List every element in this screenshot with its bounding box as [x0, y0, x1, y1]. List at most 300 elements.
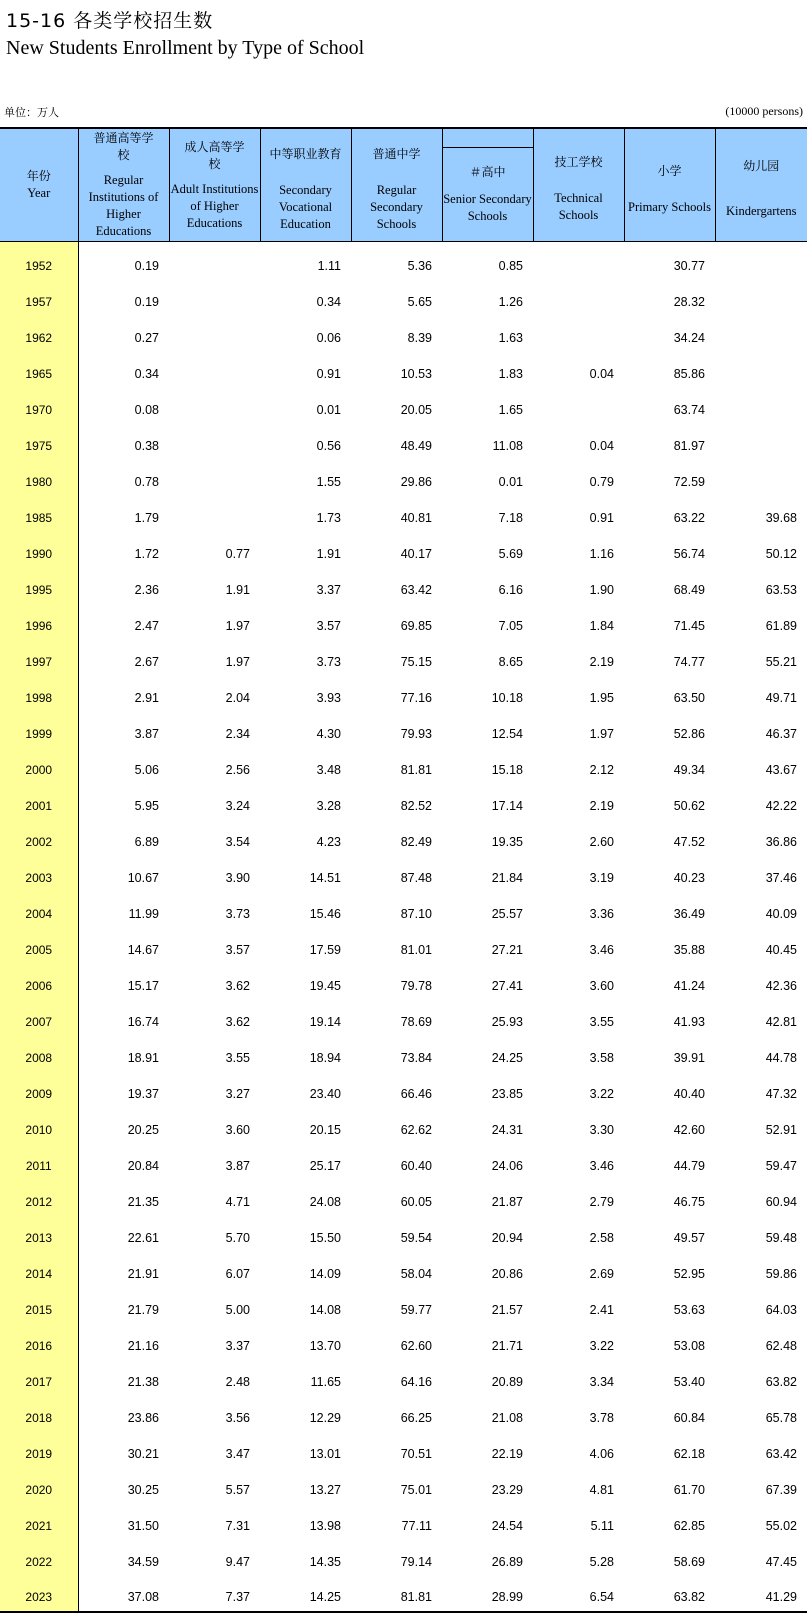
cell-vocational: 15.50	[260, 1218, 351, 1254]
cell-vocational: 3.48	[260, 750, 351, 786]
cell-primary: 58.69	[624, 1542, 715, 1578]
cell-year: 1975	[0, 426, 78, 462]
cell-higher: 1.79	[78, 498, 169, 534]
header-vocational-en: Secondary Vocational Education	[261, 182, 351, 233]
cell-senior: 1.26	[442, 282, 533, 318]
cell-secondary: 58.04	[351, 1254, 442, 1290]
cell-senior: 1.63	[442, 318, 533, 354]
cell-senior: 20.89	[442, 1362, 533, 1398]
header-higher-cn: 普通高等学校	[79, 130, 169, 164]
cell-secondary: 87.10	[351, 894, 442, 930]
header-senior-gap	[442, 128, 533, 148]
cell-senior: 21.84	[442, 858, 533, 894]
cell-higher: 21.91	[78, 1254, 169, 1290]
cell-technical: 3.30	[533, 1110, 624, 1146]
cell-vocational: 23.40	[260, 1074, 351, 1110]
table-row	[0, 1038, 807, 1074]
cell-kindergarten: 63.82	[715, 1362, 807, 1398]
cell-secondary: 59.54	[351, 1218, 442, 1254]
cell-higher: 5.06	[78, 750, 169, 786]
cell-secondary: 77.16	[351, 678, 442, 714]
cell-primary: 44.79	[624, 1146, 715, 1182]
unit-label-chinese: 单位：万人	[4, 104, 59, 120]
table-row	[0, 678, 807, 714]
cell-primary: 53.40	[624, 1362, 715, 1398]
cell-vocational: 17.59	[260, 930, 351, 966]
cell-adult	[169, 462, 260, 498]
cell-year: 2018	[0, 1398, 78, 1434]
table-body	[0, 242, 807, 1613]
cell-primary: 49.34	[624, 750, 715, 786]
cell-adult: 2.04	[169, 678, 260, 714]
table-row	[0, 1470, 807, 1506]
cell-year: 2001	[0, 786, 78, 822]
table-row	[0, 242, 807, 283]
cell-adult: 3.73	[169, 894, 260, 930]
table-row	[0, 498, 807, 534]
cell-vocational: 1.91	[260, 534, 351, 570]
cell-senior: 24.06	[442, 1146, 533, 1182]
cell-kindergarten: 42.22	[715, 786, 807, 822]
cell-vocational: 0.56	[260, 426, 351, 462]
cell-kindergarten: 59.86	[715, 1254, 807, 1290]
cell-vocational: 25.17	[260, 1146, 351, 1182]
cell-year: 1952	[0, 242, 78, 283]
cell-technical: 3.36	[533, 894, 624, 930]
cell-higher: 2.47	[78, 606, 169, 642]
cell-adult: 3.54	[169, 822, 260, 858]
cell-kindergarten: 55.02	[715, 1506, 807, 1542]
cell-technical: 0.79	[533, 462, 624, 498]
cell-primary: 41.93	[624, 1002, 715, 1038]
cell-primary: 28.32	[624, 282, 715, 318]
cell-kindergarten: 64.03	[715, 1290, 807, 1326]
cell-technical: 1.90	[533, 570, 624, 606]
header-kindergarten	[715, 128, 807, 242]
cell-senior: 27.41	[442, 966, 533, 1002]
cell-senior: 25.93	[442, 1002, 533, 1038]
cell-secondary: 73.84	[351, 1038, 442, 1074]
table-row	[0, 534, 807, 570]
cell-senior: 26.89	[442, 1542, 533, 1578]
cell-adult: 2.34	[169, 714, 260, 750]
cell-vocational: 3.73	[260, 642, 351, 678]
cell-vocational: 1.11	[260, 242, 351, 283]
header-technical-en: Technical Schools	[534, 190, 624, 224]
table-row	[0, 858, 807, 894]
cell-year: 2022	[0, 1542, 78, 1578]
cell-adult: 9.47	[169, 1542, 260, 1578]
cell-primary: 63.50	[624, 678, 715, 714]
cell-vocational: 14.25	[260, 1578, 351, 1612]
header-primary-cn: 小学	[625, 163, 715, 180]
table-row	[0, 426, 807, 462]
cell-higher: 3.87	[78, 714, 169, 750]
cell-technical: 5.11	[533, 1506, 624, 1542]
cell-higher: 16.74	[78, 1002, 169, 1038]
cell-year: 1962	[0, 318, 78, 354]
cell-adult: 5.00	[169, 1290, 260, 1326]
cell-secondary: 60.40	[351, 1146, 442, 1182]
cell-senior: 1.65	[442, 390, 533, 426]
cell-secondary: 75.15	[351, 642, 442, 678]
cell-primary: 62.85	[624, 1506, 715, 1542]
table-row	[0, 354, 807, 390]
cell-technical: 1.95	[533, 678, 624, 714]
unit-label-english: (10000 persons)	[725, 104, 803, 119]
cell-vocational: 4.30	[260, 714, 351, 750]
cell-higher: 21.35	[78, 1182, 169, 1218]
cell-primary: 46.75	[624, 1182, 715, 1218]
cell-technical	[533, 390, 624, 426]
cell-higher: 0.38	[78, 426, 169, 462]
table-row	[0, 894, 807, 930]
cell-vocational: 3.57	[260, 606, 351, 642]
cell-secondary: 87.48	[351, 858, 442, 894]
cell-kindergarten	[715, 462, 807, 498]
cell-higher: 2.36	[78, 570, 169, 606]
header-secondary-en: Regular Secondary Schools	[352, 182, 442, 233]
cell-higher: 14.67	[78, 930, 169, 966]
cell-senior: 0.85	[442, 242, 533, 283]
cell-year: 1990	[0, 534, 78, 570]
page-title-chinese: 15-16 各类学校招生数	[6, 6, 213, 33]
cell-higher: 11.99	[78, 894, 169, 930]
cell-vocational: 18.94	[260, 1038, 351, 1074]
table-row	[0, 318, 807, 354]
cell-kindergarten	[715, 282, 807, 318]
cell-primary: 41.24	[624, 966, 715, 1002]
cell-primary: 71.45	[624, 606, 715, 642]
table-row	[0, 1002, 807, 1038]
cell-senior: 27.21	[442, 930, 533, 966]
cell-year: 1998	[0, 678, 78, 714]
cell-year: 2008	[0, 1038, 78, 1074]
cell-higher: 19.37	[78, 1074, 169, 1110]
cell-secondary: 63.42	[351, 570, 442, 606]
cell-technical: 2.19	[533, 642, 624, 678]
cell-senior: 1.83	[442, 354, 533, 390]
cell-kindergarten: 60.94	[715, 1182, 807, 1218]
cell-year: 2003	[0, 858, 78, 894]
cell-vocational: 0.06	[260, 318, 351, 354]
enrollment-table	[0, 127, 807, 1613]
cell-year: 1980	[0, 462, 78, 498]
table-row	[0, 1398, 807, 1434]
cell-primary: 60.84	[624, 1398, 715, 1434]
cell-senior: 24.25	[442, 1038, 533, 1074]
cell-primary: 74.77	[624, 642, 715, 678]
cell-senior: 22.19	[442, 1434, 533, 1470]
cell-higher: 30.25	[78, 1470, 169, 1506]
cell-kindergarten: 62.48	[715, 1326, 807, 1362]
cell-senior: 7.18	[442, 498, 533, 534]
cell-kindergarten: 55.21	[715, 642, 807, 678]
cell-primary: 30.77	[624, 242, 715, 283]
cell-primary: 39.91	[624, 1038, 715, 1074]
cell-year: 2005	[0, 930, 78, 966]
cell-primary: 50.62	[624, 786, 715, 822]
cell-higher: 21.16	[78, 1326, 169, 1362]
cell-year: 2006	[0, 966, 78, 1002]
cell-adult: 3.47	[169, 1434, 260, 1470]
cell-secondary: 82.52	[351, 786, 442, 822]
cell-secondary: 10.53	[351, 354, 442, 390]
cell-vocational: 3.28	[260, 786, 351, 822]
table-row	[0, 642, 807, 678]
cell-primary: 47.52	[624, 822, 715, 858]
cell-secondary: 79.78	[351, 966, 442, 1002]
cell-secondary: 81.01	[351, 930, 442, 966]
cell-primary: 56.74	[624, 534, 715, 570]
cell-secondary: 79.93	[351, 714, 442, 750]
cell-vocational: 4.23	[260, 822, 351, 858]
cell-year: 2023	[0, 1578, 78, 1612]
cell-higher: 0.27	[78, 318, 169, 354]
cell-higher: 15.17	[78, 966, 169, 1002]
cell-secondary: 60.05	[351, 1182, 442, 1218]
cell-adult	[169, 354, 260, 390]
cell-vocational: 14.35	[260, 1542, 351, 1578]
cell-senior: 20.86	[442, 1254, 533, 1290]
cell-senior: 21.08	[442, 1398, 533, 1434]
header-senior	[442, 148, 533, 242]
cell-technical: 3.46	[533, 1146, 624, 1182]
header-kindergarten-cn: 幼儿园	[716, 158, 807, 175]
cell-senior: 17.14	[442, 786, 533, 822]
header-senior-cn: ＃高中	[443, 164, 533, 181]
cell-vocational: 19.14	[260, 1002, 351, 1038]
cell-technical: 0.04	[533, 426, 624, 462]
cell-vocational: 14.09	[260, 1254, 351, 1290]
cell-vocational: 14.08	[260, 1290, 351, 1326]
cell-technical: 3.22	[533, 1074, 624, 1110]
cell-adult: 2.56	[169, 750, 260, 786]
cell-adult	[169, 426, 260, 462]
cell-vocational: 15.46	[260, 894, 351, 930]
cell-technical: 0.04	[533, 354, 624, 390]
cell-higher: 10.67	[78, 858, 169, 894]
cell-technical	[533, 282, 624, 318]
cell-adult: 3.90	[169, 858, 260, 894]
cell-higher: 2.67	[78, 642, 169, 678]
cell-year: 1965	[0, 354, 78, 390]
cell-secondary: 64.16	[351, 1362, 442, 1398]
cell-adult	[169, 282, 260, 318]
cell-vocational: 13.01	[260, 1434, 351, 1470]
cell-year: 2010	[0, 1110, 78, 1146]
table-row	[0, 1146, 807, 1182]
cell-technical: 2.41	[533, 1290, 624, 1326]
cell-adult	[169, 390, 260, 426]
cell-senior: 15.18	[442, 750, 533, 786]
cell-adult: 0.77	[169, 534, 260, 570]
cell-kindergarten: 44.78	[715, 1038, 807, 1074]
cell-adult: 3.24	[169, 786, 260, 822]
cell-kindergarten: 36.86	[715, 822, 807, 858]
cell-year: 2004	[0, 894, 78, 930]
cell-senior: 0.01	[442, 462, 533, 498]
cell-primary: 63.74	[624, 390, 715, 426]
cell-year: 2002	[0, 822, 78, 858]
cell-adult: 4.71	[169, 1182, 260, 1218]
cell-primary: 49.57	[624, 1218, 715, 1254]
table-row	[0, 1254, 807, 1290]
cell-year: 1985	[0, 498, 78, 534]
cell-primary: 40.40	[624, 1074, 715, 1110]
cell-primary: 63.82	[624, 1578, 715, 1612]
cell-adult: 3.56	[169, 1398, 260, 1434]
table-row	[0, 606, 807, 642]
header-kindergarten-en: Kindergartens	[716, 203, 807, 220]
cell-adult: 3.62	[169, 966, 260, 1002]
table-row	[0, 390, 807, 426]
cell-vocational: 20.15	[260, 1110, 351, 1146]
cell-vocational: 0.34	[260, 282, 351, 318]
cell-secondary: 75.01	[351, 1470, 442, 1506]
cell-secondary: 66.25	[351, 1398, 442, 1434]
cell-higher: 0.08	[78, 390, 169, 426]
cell-technical: 3.22	[533, 1326, 624, 1362]
cell-kindergarten	[715, 318, 807, 354]
cell-year: 1957	[0, 282, 78, 318]
cell-kindergarten	[715, 242, 807, 283]
cell-technical: 1.84	[533, 606, 624, 642]
table-row	[0, 1074, 807, 1110]
cell-year: 1997	[0, 642, 78, 678]
cell-adult: 3.57	[169, 930, 260, 966]
header-secondary	[351, 128, 442, 242]
cell-year: 1970	[0, 390, 78, 426]
cell-vocational: 0.01	[260, 390, 351, 426]
cell-senior: 21.57	[442, 1290, 533, 1326]
table-row	[0, 1578, 807, 1612]
cell-primary: 35.88	[624, 930, 715, 966]
cell-higher: 0.19	[78, 242, 169, 283]
header-secondary-cn: 普通中学	[352, 146, 442, 163]
table-row	[0, 1290, 807, 1326]
cell-vocational: 24.08	[260, 1182, 351, 1218]
cell-year: 1999	[0, 714, 78, 750]
header-adult	[169, 128, 260, 242]
cell-adult	[169, 498, 260, 534]
header-adult-cn: 成人高等学校	[170, 139, 260, 173]
cell-senior: 28.99	[442, 1578, 533, 1612]
table-row	[0, 714, 807, 750]
cell-adult: 5.70	[169, 1218, 260, 1254]
table-row	[0, 822, 807, 858]
cell-technical: 6.54	[533, 1578, 624, 1612]
header-year	[0, 128, 78, 242]
cell-year: 2019	[0, 1434, 78, 1470]
header-technical-cn: 技工学校	[534, 154, 624, 171]
cell-kindergarten: 41.29	[715, 1578, 807, 1612]
table-row	[0, 1326, 807, 1362]
cell-year: 2021	[0, 1506, 78, 1542]
header-vocational-cn: 中等职业教育	[261, 146, 351, 163]
table-row	[0, 1362, 807, 1398]
cell-kindergarten	[715, 426, 807, 462]
table-row	[0, 570, 807, 606]
cell-vocational: 1.55	[260, 462, 351, 498]
cell-primary: 68.49	[624, 570, 715, 606]
cell-year: 2015	[0, 1290, 78, 1326]
cell-higher: 20.84	[78, 1146, 169, 1182]
cell-kindergarten	[715, 390, 807, 426]
cell-kindergarten: 63.42	[715, 1434, 807, 1470]
header-primary	[624, 128, 715, 242]
cell-adult: 5.57	[169, 1470, 260, 1506]
cell-vocational: 12.29	[260, 1398, 351, 1434]
cell-primary: 36.49	[624, 894, 715, 930]
cell-technical: 4.06	[533, 1434, 624, 1470]
cell-vocational: 3.37	[260, 570, 351, 606]
cell-adult: 7.37	[169, 1578, 260, 1612]
header-primary-en: Primary Schools	[625, 199, 715, 216]
cell-secondary: 78.69	[351, 1002, 442, 1038]
cell-kindergarten: 65.78	[715, 1398, 807, 1434]
cell-year: 2009	[0, 1074, 78, 1110]
cell-primary: 53.08	[624, 1326, 715, 1362]
cell-senior: 12.54	[442, 714, 533, 750]
header-vocational	[260, 128, 351, 242]
cell-vocational: 19.45	[260, 966, 351, 1002]
cell-kindergarten: 42.36	[715, 966, 807, 1002]
cell-higher: 21.79	[78, 1290, 169, 1326]
cell-primary: 52.95	[624, 1254, 715, 1290]
cell-technical: 2.60	[533, 822, 624, 858]
cell-adult: 1.91	[169, 570, 260, 606]
cell-technical: 3.46	[533, 930, 624, 966]
cell-senior: 23.29	[442, 1470, 533, 1506]
cell-senior: 10.18	[442, 678, 533, 714]
cell-higher: 0.78	[78, 462, 169, 498]
cell-adult: 3.27	[169, 1074, 260, 1110]
cell-senior: 8.65	[442, 642, 533, 678]
cell-technical: 2.79	[533, 1182, 624, 1218]
cell-kindergarten: 47.32	[715, 1074, 807, 1110]
cell-technical: 5.28	[533, 1542, 624, 1578]
table-row	[0, 462, 807, 498]
cell-secondary: 66.46	[351, 1074, 442, 1110]
cell-vocational: 13.70	[260, 1326, 351, 1362]
cell-kindergarten: 67.39	[715, 1470, 807, 1506]
table-row	[0, 1434, 807, 1470]
cell-secondary: 48.49	[351, 426, 442, 462]
table-row	[0, 786, 807, 822]
cell-primary: 85.86	[624, 354, 715, 390]
cell-higher: 0.34	[78, 354, 169, 390]
cell-kindergarten: 37.46	[715, 858, 807, 894]
cell-primary: 34.24	[624, 318, 715, 354]
cell-kindergarten: 52.91	[715, 1110, 807, 1146]
table-row	[0, 1182, 807, 1218]
cell-adult: 3.62	[169, 1002, 260, 1038]
cell-primary: 42.60	[624, 1110, 715, 1146]
cell-technical: 3.34	[533, 1362, 624, 1398]
cell-secondary: 77.11	[351, 1506, 442, 1542]
cell-higher: 34.59	[78, 1542, 169, 1578]
cell-adult: 3.55	[169, 1038, 260, 1074]
cell-adult: 6.07	[169, 1254, 260, 1290]
cell-year: 2000	[0, 750, 78, 786]
cell-adult: 3.37	[169, 1326, 260, 1362]
cell-year: 2020	[0, 1470, 78, 1506]
cell-kindergarten: 61.89	[715, 606, 807, 642]
cell-higher: 18.91	[78, 1038, 169, 1074]
header-year-en: Year	[0, 185, 78, 202]
cell-technical: 3.58	[533, 1038, 624, 1074]
